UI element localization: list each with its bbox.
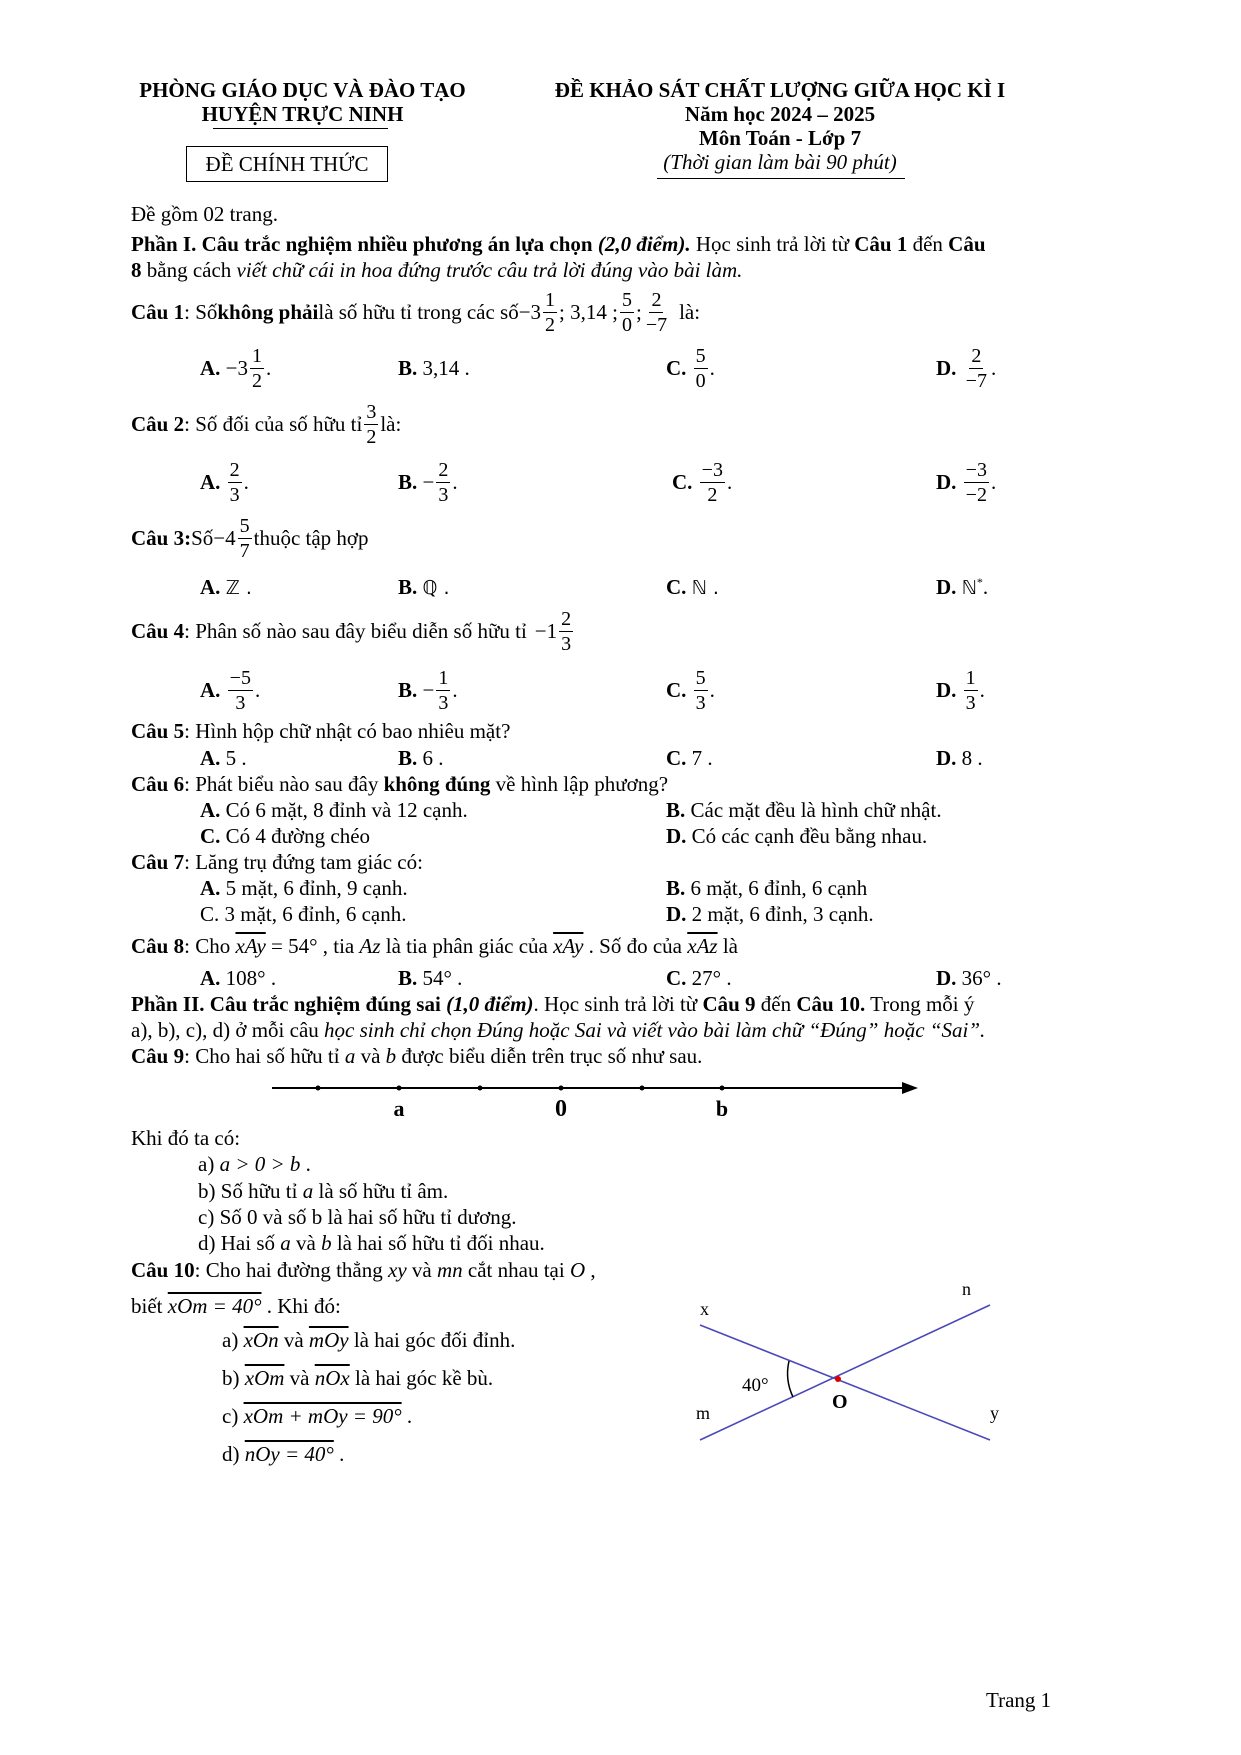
axis-label-a: a — [393, 1096, 405, 1121]
q6-option-d: D. Có các cạnh đều bằng nhau. — [666, 824, 928, 848]
q1-fraction-3: $\frac{2}{-7}$ — [645, 288, 668, 336]
question-6: Câu 6: Phát biểu nào sau đây không đúng về hình lập phương? — [131, 772, 669, 796]
q3-option-b: B. ℚ . — [398, 575, 450, 599]
label-n: n — [962, 1279, 971, 1299]
option-letter: A. — [200, 355, 221, 380]
question-9: Câu 9: Cho hai số hữu tỉ a và b được biểu diễn trên trục số như sau. — [131, 1044, 703, 1068]
header-org: PHÒNG GIÁO DỤC VÀ ĐÀO TẠO — [139, 78, 466, 102]
official-label: ĐỀ CHÍNH THỨC — [205, 152, 369, 176]
q4-option-c: C. $\frac{5}{3}$ . — [666, 666, 715, 714]
part1-from: Câu 1 — [854, 232, 908, 256]
q4-fraction: $\frac{2}{3}$ — [561, 607, 572, 655]
q9-statement-a: a) a > 0 > b . — [198, 1152, 311, 1176]
part2-points: (1,0 điểm) — [446, 992, 534, 1016]
q8-option-d: D. 36° . — [936, 966, 1002, 990]
q10-given: biết xOm = 40° . Khi đó: — [131, 1294, 341, 1318]
duration-underline — [657, 178, 905, 179]
official-stamp — [186, 146, 388, 182]
q10-statement-c: c) xOm + mOy = 90° . — [222, 1404, 413, 1428]
q9-statement-c: c) Số 0 và số b là hai số hữu tỉ dương. — [198, 1205, 517, 1229]
q7-option-a: A. 5 mặt, 6 đỉnh, 9 cạnh. — [200, 876, 408, 900]
part2-title: Phần II. Câu trắc nghiệm đúng sai — [131, 992, 441, 1016]
part1-heading-line2 — [131, 258, 742, 283]
part1-points: (2,0 điểm). — [597, 232, 691, 256]
q2-label: Câu 2 — [131, 411, 185, 436]
question-5: Câu 5: Hình hộp chữ nhật có bao nhiêu mặt? — [131, 719, 511, 743]
q10-statement-d: d) nOy = 40° . — [222, 1442, 345, 1466]
label-x: x — [700, 1299, 709, 1319]
q1-option-c: C. $\frac{5}{0}$ . — [666, 344, 715, 392]
label-m: m — [696, 1403, 711, 1423]
tick-dot — [559, 1086, 564, 1091]
q1-text: : Số — [184, 299, 218, 324]
label-angle: 40° — [742, 1375, 769, 1396]
question-7: Câu 7: Lăng trụ đứng tam giác có: — [131, 850, 423, 874]
q4-option-d: D. $\frac{1}{3}$ . — [936, 666, 985, 714]
q1-mixed-whole: −3 — [518, 299, 542, 324]
q2-tail: là: — [380, 411, 402, 436]
q7-option-b: B. 6 mặt, 6 đỉnh, 6 cạnh — [666, 876, 868, 900]
q3-text: Số — [191, 525, 214, 550]
q2-text: : Số đối của số hữu tỉ — [184, 411, 363, 436]
option-letter: C. — [666, 355, 687, 380]
q1-label: Câu 1 — [131, 299, 185, 324]
q7-option-c: C. 3 mặt, 6 đỉnh, 6 cạnh. — [200, 902, 407, 926]
q1-option-a: A. −3 $\frac{1}{2}$ . — [200, 344, 272, 392]
q4-option-b: B. − $\frac{1}{3}$ . — [398, 666, 458, 714]
q4-label: Câu 4 — [131, 618, 185, 643]
tick-dot — [720, 1086, 725, 1091]
q2-fraction: $\frac{3}{2}$ — [366, 400, 377, 448]
q7-option-d: D. 2 mặt, 6 đỉnh, 3 cạnh. — [666, 902, 874, 926]
q2-option-a: A. $\frac{2}{3}$ . — [200, 458, 249, 506]
q1-fraction-2: $\frac{5}{0}$ — [621, 288, 632, 336]
part1-text-b: đến — [907, 232, 949, 256]
q8-option-c: C. 27° . — [666, 966, 732, 990]
label-y: y — [990, 1403, 999, 1423]
q1-separator: ; — [635, 299, 642, 324]
q3-tail: thuộc tập hợp — [253, 525, 369, 550]
q10-statement-a: a) $\overline{xOn}$ và $\overline{mOy}$ là hai góc đối đỉnh. — [222, 1328, 516, 1352]
page-number: Trang 1 — [986, 1688, 1052, 1712]
q10-statement-b: b) $\overline{xOm}$ và $\overline{nOx}$ là hai góc kề bù. — [222, 1366, 494, 1390]
q1-option-b: B. 3,14 . — [398, 355, 470, 380]
q3-label: Câu 3: — [131, 525, 192, 550]
axis-label-zero: 0 — [555, 1096, 567, 1122]
part1-text: Học sinh trả lời từ — [690, 232, 855, 256]
point-o — [835, 1376, 841, 1382]
q9-lead: Khi đó ta có: — [131, 1126, 241, 1150]
part2-instruction: học sinh chỉ chọn Đúng hoặc Sai và viết vào bài làm chữ “Đúng” hoặc “Sai”. — [324, 1018, 986, 1042]
q3-option-c: C. ℕ . — [666, 575, 719, 599]
q1-emphasis: không phải — [217, 299, 319, 324]
q6-option-c: C. Có 4 đường chéo — [200, 824, 371, 848]
tick-dot — [478, 1086, 483, 1091]
question-4 — [131, 605, 575, 657]
option-letter: D. — [936, 355, 957, 380]
part1-title: Phần I. Câu trắc nghiệm nhiều phương án lựa chọn — [131, 232, 593, 256]
q2-option-c: C. $\frac{-3}{2}$ . — [672, 458, 733, 506]
q5-option-c: C. 7 . — [666, 746, 713, 770]
part2-heading-line2: a), b), c), d) ở mỗi câu học sinh chỉ chọn Đúng hoặc Sai và viết vào bài làm chữ “Đúng” hoặc “Sai”. — [131, 1018, 986, 1042]
q1-fraction-1: $\frac{1}{2}$ — [545, 288, 556, 336]
school-year: Năm học 2024 – 2025 — [684, 102, 876, 126]
q5-option-d: D. 8 . — [936, 746, 983, 770]
tick-dot — [316, 1086, 321, 1091]
number-line-arrow — [902, 1082, 918, 1094]
question-3 — [131, 512, 369, 564]
header-underline — [213, 128, 388, 129]
part1-to: Câu — [948, 232, 986, 256]
q2-option-d: D. $\frac{-3}{-2}$ . — [936, 458, 997, 506]
q3-option-a: A. ℤ . — [200, 575, 252, 599]
part1-to-num: 8 — [131, 258, 142, 282]
q3-option-d: D. ℕ*. — [936, 575, 989, 599]
q2-option-b: B. − $\frac{2}{3}$ . — [398, 458, 458, 506]
angle-arc — [788, 1361, 793, 1397]
q4-text: : Phân số nào sau đây biểu diễn số hữu tỉ — [184, 618, 527, 643]
q1-text-2: là số hữu tỉ trong các số — [318, 299, 519, 324]
part1-instruction: viết chữ cái in hoa đứng trước câu trả lời đúng vào bài làm. — [236, 258, 743, 282]
q9-statement-d: d) Hai số a và b là hai số hữu tỉ đối nhau. — [198, 1231, 545, 1255]
line-mn — [700, 1305, 990, 1440]
q8-angle-xAy: $\overline{xAy}$ — [235, 934, 266, 958]
part1-text-c: bằng cách — [141, 258, 237, 282]
q5-option-a: A. 5 . — [200, 746, 247, 770]
q8-option-b: B. 54° . — [398, 966, 463, 990]
q8-option-a: A. 108° . — [200, 966, 277, 990]
tick-dot — [640, 1086, 645, 1091]
q1-option-d: D. $\frac{2}{-7}$ . — [936, 344, 997, 392]
tick-dot — [397, 1086, 402, 1091]
part2-heading: Phần II. Câu trắc nghiệm đúng sai (1,0 điểm). Học sinh trả lời từ Câu 9 đến Câu 10. Trong mỗi ý — [131, 992, 975, 1016]
number-line — [270, 1075, 920, 1125]
part1-heading — [131, 232, 986, 257]
q1-number-list: ; 3,14 ; — [559, 299, 618, 324]
option-letter: B. — [398, 355, 418, 380]
exam-title: ĐỀ KHẢO SÁT CHẤT LƯỢNG GIỮA HỌC KÌ I — [554, 78, 1006, 102]
question-1 — [131, 286, 700, 338]
q3-mixed-whole: −4 — [213, 525, 236, 550]
q4-option-a: A. $\frac{-5}{3}$ . — [200, 666, 261, 714]
page-count: Đề gồm 02 trang. — [131, 202, 278, 226]
header-district: HUYỆN TRỰC NINH — [201, 102, 404, 126]
q5-option-b: B. 6 . — [398, 746, 444, 770]
subject: Môn Toán - Lớp 7 — [698, 126, 862, 150]
q9-statement-b: b) Số hữu tỉ a là số hữu tỉ âm. — [198, 1179, 449, 1203]
q3-fraction: $\frac{5}{7}$ — [239, 514, 250, 562]
question-8: Câu 8: Cho $\overline{xAy} = 54^\circ$ , tia Az là tia phân giác của $\overline{xAy}$ . Số đo của $\overline{xAz}$ là — [131, 934, 738, 958]
q4-mixed-whole: −1 — [534, 618, 558, 643]
intersecting-lines-figure — [690, 1275, 1010, 1465]
label-o: O — [832, 1391, 848, 1413]
q1-tail: là: — [679, 299, 701, 324]
q6-option-b: B. Các mặt đều là hình chữ nhật. — [666, 798, 942, 822]
axis-label-b: b — [715, 1096, 729, 1121]
duration: (Thời gian làm bài 90 phút) — [663, 150, 897, 174]
question-2 — [131, 398, 401, 450]
question-10: Câu 10: Cho hai đường thẳng xy và mn cắt nhau tại O , — [131, 1258, 596, 1282]
q6-option-a: A. Có 6 mặt, 8 đỉnh và 12 cạnh. — [200, 798, 468, 822]
